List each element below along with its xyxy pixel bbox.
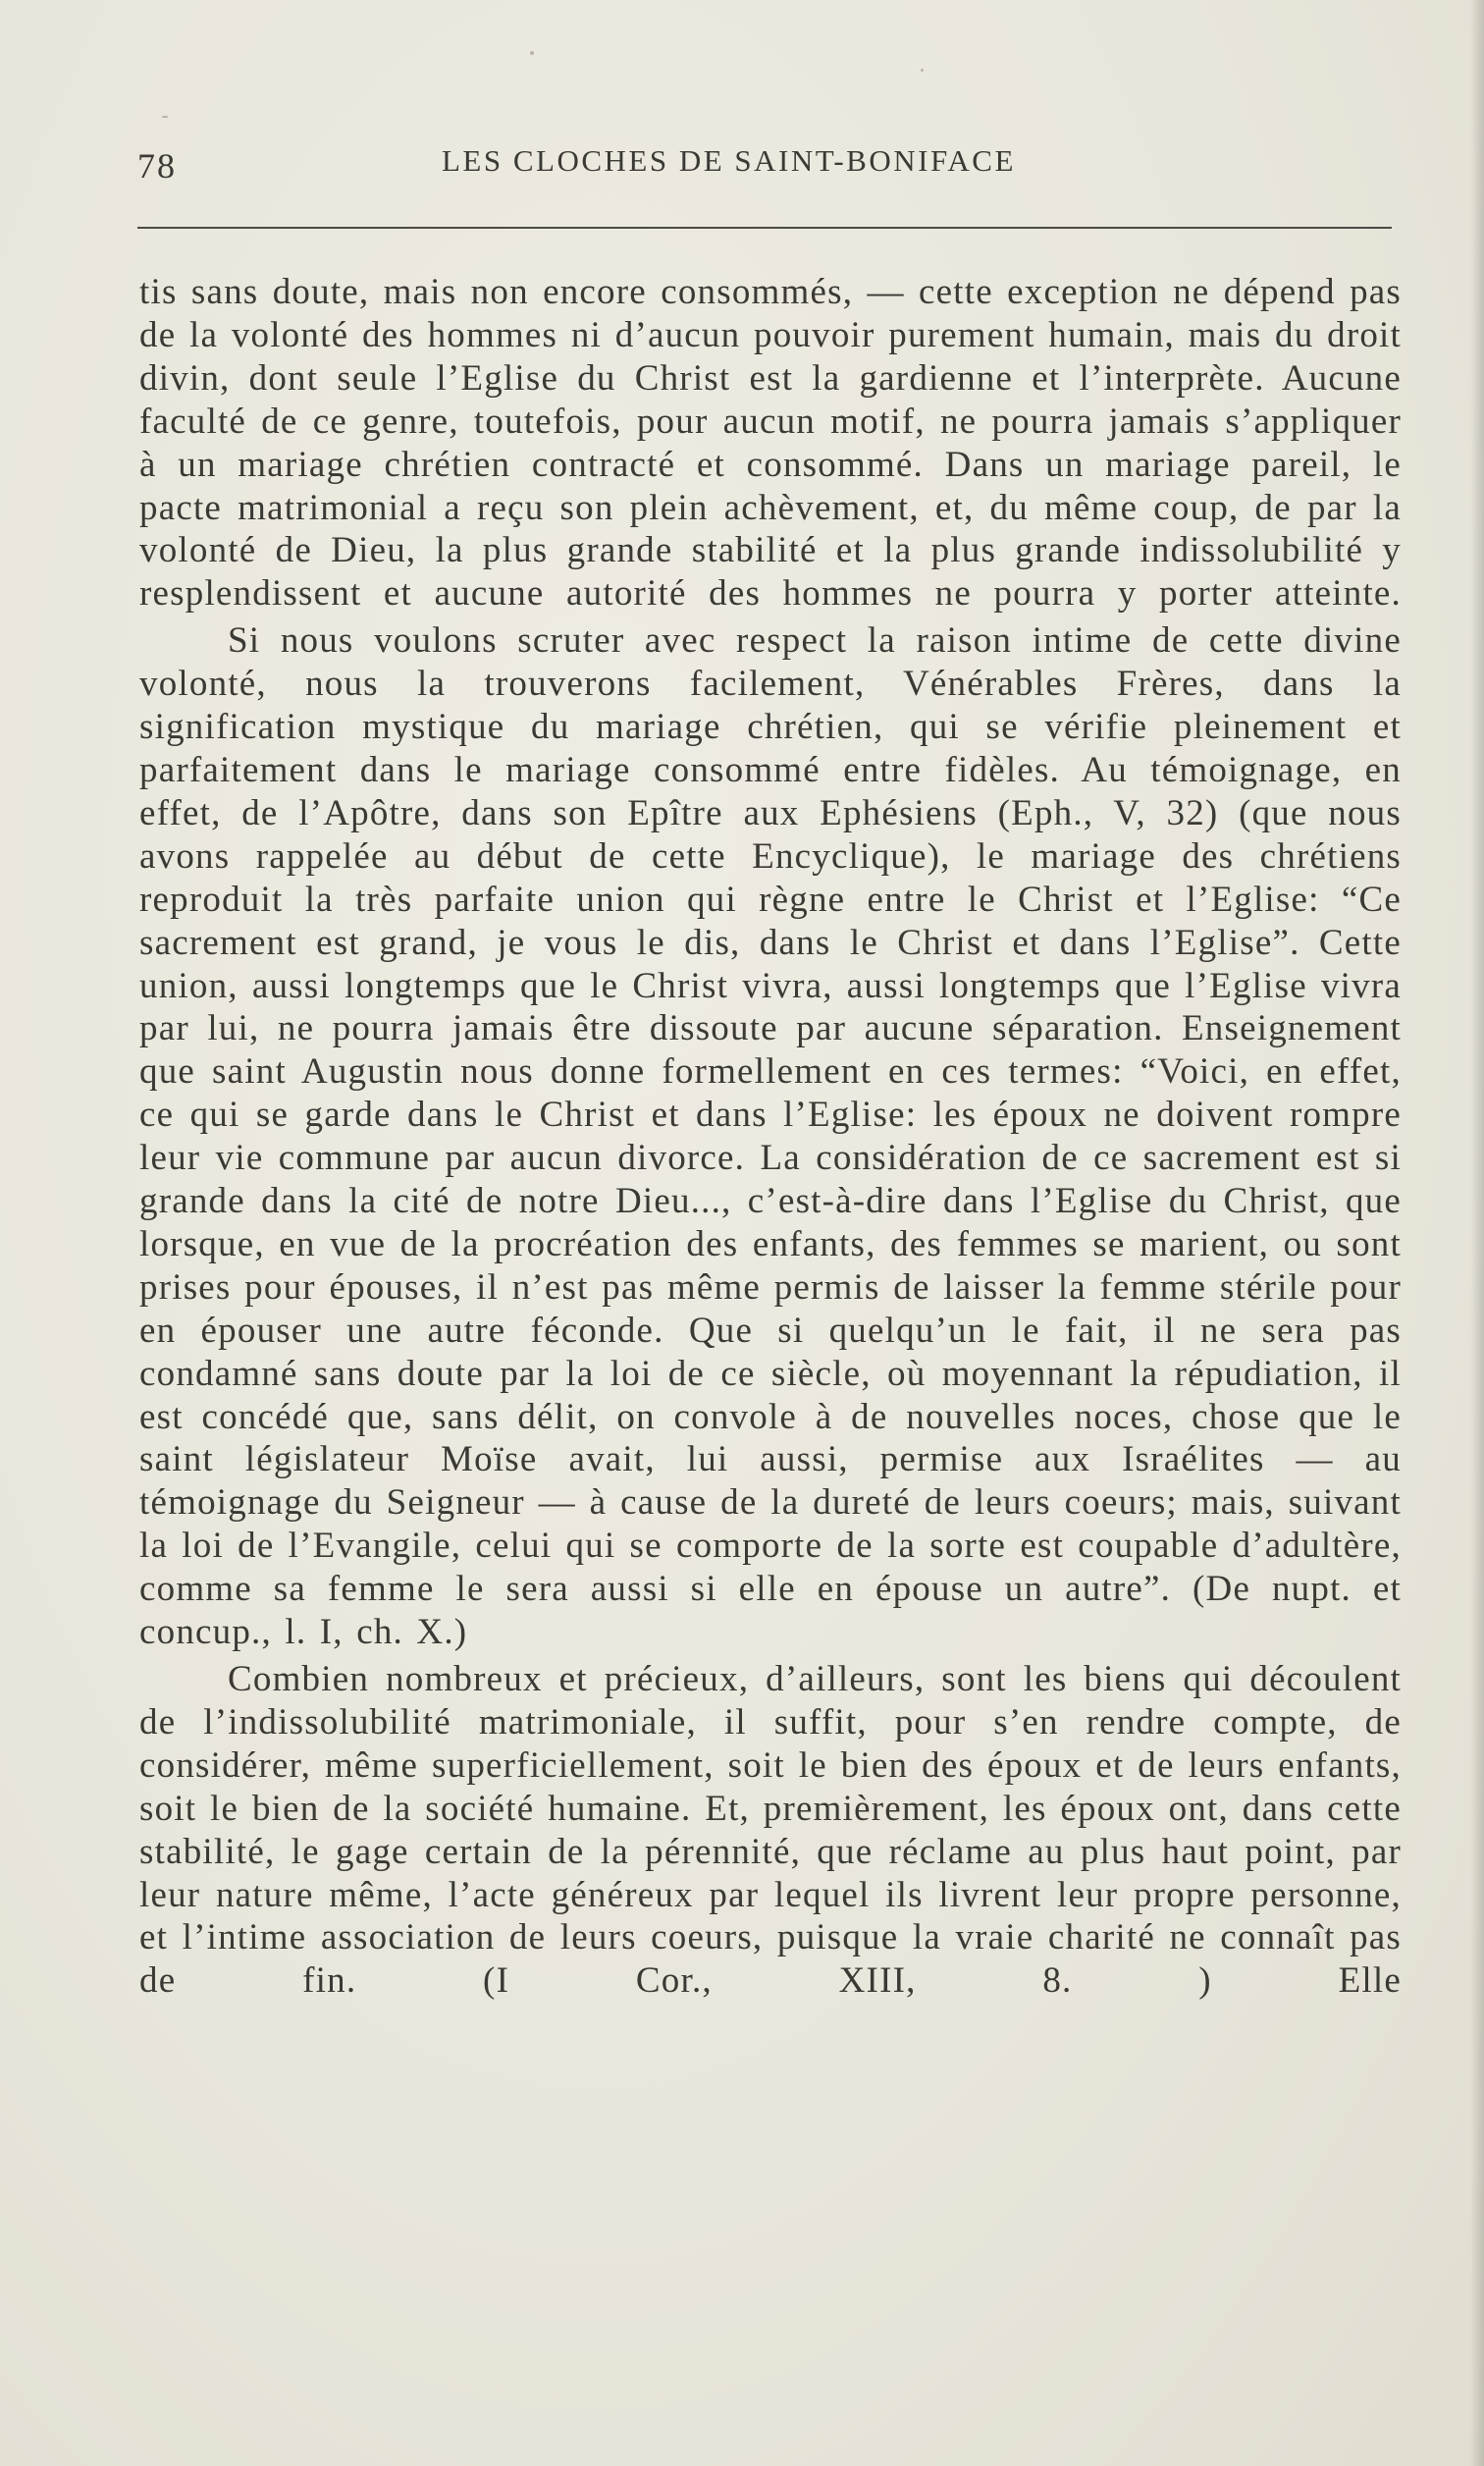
paragraph-2: Si nous voulons scruter avec respect la raison intime de cette divine volonté, nous la trouverons facilement, Vénérables Frères, dans la signification mystique du mariage chrétien, qui se vérifie pleinement et parfaitement dans le mariage consommé entre fidèles. Au témoignage, en effet, de l’Apôtre, dans son Epître aux Ephésiens (Eph., V, 32) (que nous avons rappelée au début de cette Encyclique), le mariage des chrétiens reproduit la très parfaite union qui règne entre le Christ et l’Eglise: “Ce sacrement est grand, je vous le dis, dans le Christ et dans l’Eglise”. Cette union, aussi longtemps que le Christ vivra, aussi longtemps que l’Eglise vivra par lui, ne pourra jamais être dissoute par aucune séparation. Enseignement que saint Augustin nous donne formellement en ces termes: “Voici, en effet, ce qui se garde dans le Christ et dans l’Eglise: les époux ne doivent rompre leur vie commune par aucun divorce. La considération de ce sacrement est si grande dans la cité de notre Dieu..., c’est-à-dire dans l’Eglise du Christ, que lorsque, en vue de la procréation des enfants, des femmes se marient, ou sont prises pour épouses, il n’est pas même permis de laisser la femme stérile pour en épouser une autre féconde. Que si quelqu’un le fait, il ne sera pas condamné sans doute par la loi de ce siècle, où moyennant la répudiation, il est concédé que, sans délit, on convole à de nouvelles noces, chose que le saint législateur Moïse avait, lui aussi, permise aux Israélites — au témoignage du Seigneur — à cause de la dureté de leurs coeurs; mais, suivant la loi de l’Evangile, celui qui se comporte de la sorte est coupable d’adultère, comme sa femme le sera aussi si elle en épouse un autre”. (De nupt. et concup., l. I, ch. X.) [139, 620, 1402, 1653]
running-head-title: LES CLOCHES DE SAINT-BONIFACE [442, 143, 1016, 178]
paragraph-1: tis sans doute, mais non encore consommés, — cette exception ne dépend pas de la volonté des hommes ni d’aucun pouvoir purement humain, mais du droit divin, dont seule l’Eglise du Christ est la gardienne et l’interprète. Aucune faculté de ce genre, toutefois, pour aucun motif, ne pourra jamais s’appliquer à un mariage chrétien contracté et consommé. Dans un mariage pareil, le pacte matrimonial a reçu son plein achèvement, et, du même coup, de par la volonté de Dieu, la plus grande stabilité et la plus grande indissolubilité y resplendissent et aucune autorité des hommes ne pourra y porter atteinte. [139, 272, 1402, 615]
body-text [139, 271, 1402, 2003]
paper-speck [921, 69, 924, 72]
page-edge-shadow [1470, 0, 1484, 2466]
paragraph-3: Combien nombreux et précieux, d’ailleurs, sont les biens qui découlent de l’indissolubilité matrimoniale, il suffit, pour s’en rendre compte, de considérer, même superficiellement, soit le bien des époux et de leurs enfants, soit le bien de la société humaine. Et, premièrement, les époux ont, dans cette stabilité, le gage certain de la pérennité, que réclame au plus haut point, par leur nature même, l’acte généreux par lequel ils livrent leur propre personne, et l’intime association de leurs coeurs, puisque la vraie charité ne connaît pas de fin. (I Cor., XIII, 8. ) Elle [139, 1659, 1402, 2002]
header-rule [137, 227, 1392, 229]
page-number: 78 [137, 146, 177, 186]
paper-speck [530, 51, 534, 55]
paper-speck [162, 116, 168, 118]
running-head [137, 137, 1394, 196]
